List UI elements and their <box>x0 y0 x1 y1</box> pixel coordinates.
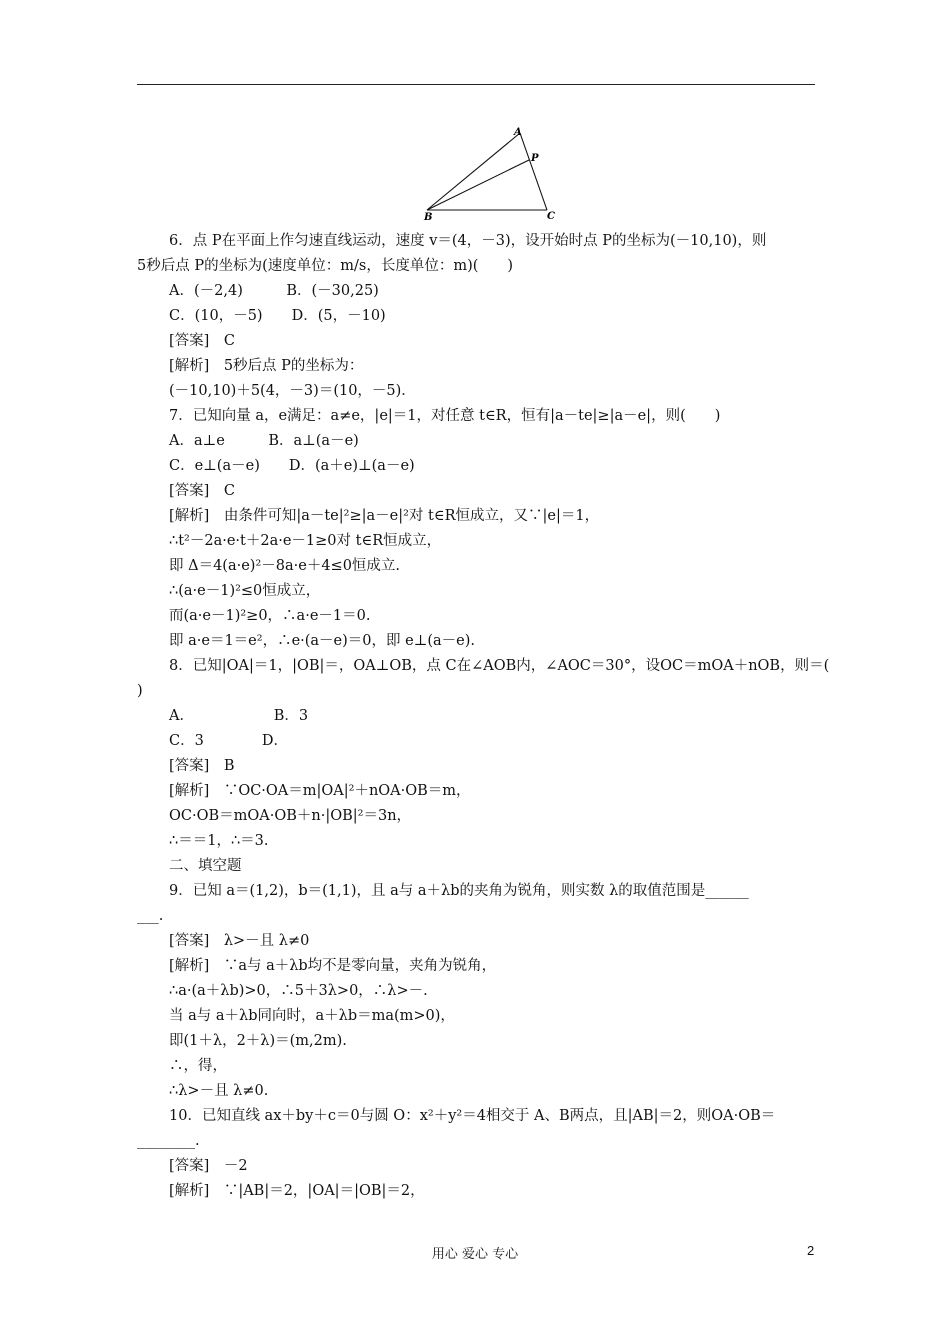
q7-options-ab: A．a⊥e B．a⊥(a－e) <box>169 433 359 449</box>
q6-stem-line1: 6．点 P在平面上作匀速直线运动，速度 v＝(4，－3)，设开始时点 P的坐标为(－10,10)，则 <box>169 233 767 249</box>
q10-answer: [答案] －2 <box>169 1158 248 1174</box>
triangle-figure <box>415 123 565 225</box>
q7-analysis-line: ∴(a·e－1)²≤0恒成立， <box>169 583 321 599</box>
vertex-label-p: P <box>531 153 539 164</box>
q8-stem-line1: 8．已知|OA|＝1，|OB|＝，OA⊥OB，点 C在∠AOB内，∠AOC＝30°，设OC＝mOA＋nOB，则＝( <box>169 658 830 674</box>
q9-stem-line1: 9．已知 a＝(1,2)，b＝(1,1)，且 a与 a＋λb的夹角为锐角，则实数 λ的取值范围是______ <box>169 883 749 899</box>
q6-options-ab: A．(－2,4) B．(－30,25) <box>169 283 379 299</box>
header-rule <box>137 84 815 85</box>
q8-options-cd: C．3 D． <box>169 733 288 749</box>
q10-analysis: [解析] ∵|AB|＝2，|OA|＝|OB|＝2， <box>169 1183 425 1199</box>
q6-options-cd: C．(10，－5) D．(5，－10) <box>169 308 386 324</box>
q9-analysis-line: 当 a与 a＋λb同向时，a＋λb＝ma(m>0)， <box>169 1008 455 1024</box>
q9-analysis: [解析] ∵a与 a＋λb均不是零向量，夹角为锐角， <box>169 958 497 974</box>
section-heading: 二、填空题 <box>169 858 242 874</box>
q8-analysis-line: ∴＝＝1，∴＝3. <box>169 833 269 849</box>
vertex-label-b: B <box>424 212 433 223</box>
q7-options-cd: C．e⊥(a－e) D．(a＋e)⊥(a－e) <box>169 458 415 474</box>
q6-answer: [答案] C <box>169 333 235 349</box>
q6-analysis-line: (－10,10)＋5(4，－3)＝(10，－5)． <box>169 383 416 399</box>
q6-stem-line2: 5秒后点 P的坐标为(速度单位：m/s，长度单位：m)( ) <box>137 258 514 274</box>
q7-answer: [答案] C <box>169 483 235 499</box>
q8-options-ab: A． B．3 <box>169 708 309 724</box>
vertex-label-a: A <box>514 127 522 138</box>
q7-analysis-line: 即 Δ＝4(a·e)²－8a·e＋4≤0恒成立. <box>169 558 401 574</box>
q7-analysis-line: ∴t²－2a·e·t＋2a·e－1≥0对 t∈R恒成立， <box>169 533 442 549</box>
q10-stem-line1: 10．已知直线 ax＋by＋c＝0与圆 O：x²＋y²＝4相交于 A、B两点，且|AB|＝2，则OA·OB＝ <box>169 1108 776 1124</box>
q9-analysis-line: ∴a·(a＋λb)>0，∴5＋3λ>0，∴λ>－. <box>169 983 428 999</box>
vertex-label-c: C <box>547 211 555 222</box>
q9-answer: [答案] λ>－且 λ≠0 <box>169 933 310 949</box>
q9-stem-line2: ___. <box>137 908 164 924</box>
q8-analysis-line: OC·OB＝mOA·OB＋n·|OB|²＝3n， <box>169 808 412 824</box>
q10-stem-line2: ________. <box>137 1133 200 1149</box>
q7-stem: 7．已知向量 a，e满足：a≠e，|e|＝1，对任意 t∈R，恒有|a－te|≥|a－e|，则( ) <box>169 408 721 424</box>
q7-analysis-line: 即 a·e＝1＝e²，∴e·(a－e)＝0，即 e⊥(a－e). <box>169 633 475 649</box>
q7-analysis-line: 而(a·e－1)²≥0，∴a·e－1＝0. <box>169 608 371 624</box>
page-number: 2 <box>807 1243 815 1258</box>
q6-analysis: [解析] 5秒后点 P的坐标为： <box>169 358 364 374</box>
q8-analysis: [解析] ∵OC·OA＝m|OA|²＋nOA·OB＝m， <box>169 783 471 799</box>
q9-analysis-line: ∴，得， <box>169 1058 227 1074</box>
q8-answer: [答案] B <box>169 758 235 774</box>
page-footer: 用心 爱心 专心 <box>431 1247 519 1262</box>
q9-analysis-line: 即(1＋λ，2＋λ)＝(m,2m). <box>169 1033 347 1049</box>
q9-analysis-line: ∴λ>－且 λ≠0. <box>169 1083 269 1099</box>
q7-analysis: [解析] 由条件可知|a－te|²≥|a－e|²对 t∈R恒成立，又∵|e|＝1， <box>169 508 600 524</box>
q8-stem-line2: ) <box>137 683 143 699</box>
